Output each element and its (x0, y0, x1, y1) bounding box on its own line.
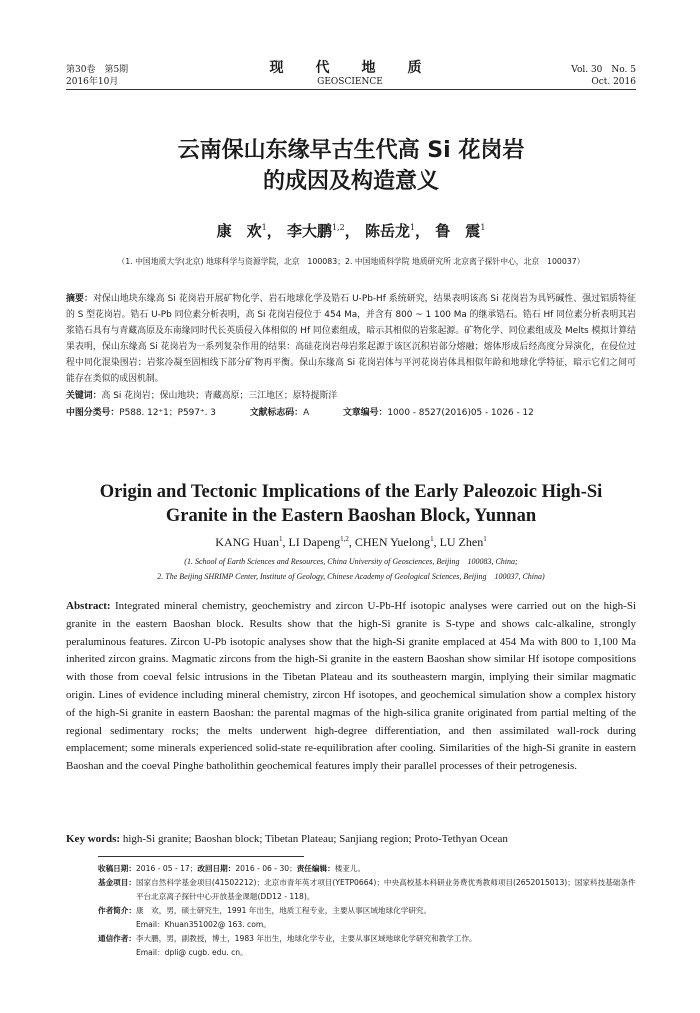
affiliations-zh: （1. 中国地质大学(北京) 地球科学与资源学院，北京 100083；2. 中国地质科学院 地质研究所 北京离子探针中心，北京 100037） (117, 257, 585, 266)
authors-zh (66, 220, 636, 241)
author-zh: 陈岳龙$^1$， (364, 222, 431, 240)
classification-line (66, 405, 636, 418)
footnote-divider (98, 856, 304, 857)
journal-name-en: GEOSCIENCE (317, 77, 383, 87)
clc-value: P588. 12⁺1；P597⁺. 3 (119, 408, 216, 418)
authors-en (66, 535, 636, 550)
title-en-line-2: Granite in the Eastern Baoshan Block, Yunnan (165, 506, 537, 526)
doc-code-label: 文献标志码： (249, 408, 304, 418)
corresponding-email: Email：dpli@ cugb. edu. cn。 (135, 948, 248, 957)
keywords-zh-label: 关键词： (66, 390, 102, 401)
keywords-zh-text: 高 Si 花岗岩；保山地块；青藏高原；三江地区；原特提斯洋 (101, 390, 338, 401)
abstract-zh (66, 291, 636, 404)
header-volume-en (496, 64, 636, 88)
affiliation-en-line-2: 2. The Beijing SHRIMP Center, Institute of Geology, Chinese Academy of Geological Sciences, Beijing 100037, China) (157, 572, 545, 581)
footnote-funding: 基金项目： 国家自然科学基金项目(41502212)；北京市青年英才项目(YETP0664)；中央高校基本科研业务费优秀教师项目(2652015013)；国家科技基础条件平台北京离子探针中心开放基金课题(DD12 - 118)。 (98, 878, 636, 901)
title-zh (66, 135, 636, 197)
date-zh: 2016年10月 (66, 77, 119, 87)
article-number-label: 文章编号： (343, 408, 388, 418)
keywords-en (66, 833, 636, 845)
keywords-zh (66, 388, 636, 404)
keywords-en-text: high-Si granite; Baoshan block; Tibetan Plateau; Sanjiang region; Proto-Tethyan Ocean (122, 833, 508, 845)
author-zh: 鲁 震$^1$ (435, 222, 486, 240)
doc-code-value: A (303, 408, 310, 418)
title-zh-line-2: 的成因及构造意义 (262, 169, 439, 194)
author-en: LU Zhen$^1$ (439, 535, 487, 549)
abstract-zh-label: 摘要： (66, 294, 93, 304)
author-en: LI Dapeng$^{1,2}$, (288, 535, 355, 549)
abstract-en (66, 598, 636, 776)
author-email: Email：Khuan351002@ 163. com。 (135, 920, 271, 929)
volume-issue-en: Vol. 30 No. 5 (571, 65, 636, 75)
abstract-en-text: Integrated mineral chemistry, geochemistry and zircon U-Pb-Hf isotopic analyses were carried out on the high-Si granite in the eastern Baoshan block. Results show that the high-Si granite is S-type and shows calc-alkaline, strongly peraluminous features. Zircon U-Pb isotopic analyses show that the high-Si granite emplaced at 454 Ma with 800 to 1,100 Ma inherited zircon grains. Magmatic zircons from the high-Si granite in the eastern Baoshan show similar Hf isotope compositions with those from coeval felsic intrusions in the Tibetan Plateau and its southeastern margin, implying their similar magmatic origin. Lines of evidence including mineral chemistry, zircon Hf isotopes, and geochemical simulation show a complex history of the high-Si granite in eastern Baoshan: the parental magmas of the high-silica granite originated from partial melting of the regional sedimentary rocks; the melts underwent high-degree differentiation, and then assimilated wall-rock during emplacement; some minerals experienced solid-state re-equilibration after cooling. Similarities of the high-Si granite in eastern Baoshan and the coeval Pinghe batholithin geochemical features imply their parallel processes of their petrogenesis. (66, 600, 636, 773)
article-number-value: 1000 - 8527(2016)05 - 1026 - 12 (387, 408, 534, 418)
title-zh-line-1: 云南保山东缘早古生代高 Si 花岗岩 (177, 138, 525, 163)
revised-date: 2016 - 06 - 30； (235, 864, 297, 873)
abstract-zh-text: 对保山地块东缘高 Si 花岗岩开展矿物化学、岩石地球化学及锆石 U-Pb-Hf 系统研究，结果表明该高 Si 花岗岩为具钙碱性、强过铝质特征的 S 型花岗岩。锆石 U-Pb 同位素分析表明，高 Si 花岗岩侵位于 454 Ma，并含有 800 ~ 1 100 Ma 的继承锆石。锆石 Hf 同位素分析表明其岩浆锆石具有与青藏高原及东南缘同时代长英质侵入体相似的 Hf 同位素组成，暗示其相似的岩浆起源。矿物化学、同位素组成及 Melts 模拟计算结果表明，保山东缘高 Si 花岗岩为一系列复杂作用的结果：高硅花岗岩母岩浆起源于该区沉积岩部分熔融；熔体形成后经高度分异演化，在侵位过程中同化混染围岩；岩浆冷凝至固相线下部分矿物再平衡。保山东缘高 Si 花岗岩体与平河花岗岩体具相似年龄和地球化学特征，暗示它们之间可能存在类似的成因机制。 (66, 294, 636, 385)
clc-label: 中图分类号： (66, 408, 120, 418)
author-en: KANG Huan$^1$, (215, 535, 289, 549)
journal-name-zh: 现 代 地 质 (269, 60, 431, 76)
footnote-author-bio: 作者简介： 康 欢，男，硕士研究生，1991 年出生，地质工程专业，主要从事区域地球化学研究。 Email：Khuan351002@ 163. com。 (98, 906, 432, 929)
author-en: CHEN Yuelong$^1$, (354, 535, 440, 549)
footnote-corresponding: 通信作者： 李大鹏，男，副教授，博士，1983 年出生，地球化学专业，主要从事区域地球化学研究和教学工作。 Email：dpli@ cugb. edu. cn。 (98, 934, 477, 957)
header-volume-zh (66, 64, 206, 88)
author-zh: 李大鹏$^{1,2}$， (286, 222, 360, 240)
header-divider (66, 89, 636, 90)
footnotes (98, 862, 636, 960)
title-en (66, 480, 636, 528)
date-en: Oct. 2016 (591, 77, 636, 87)
journal-name (250, 60, 450, 88)
keywords-en-label: Key words: (66, 833, 121, 845)
affiliations-en (66, 554, 636, 584)
author-zh: 康 欢$^1$， (216, 222, 282, 240)
footnote-dates: 收稿日期： 2016 - 05 - 17；改回日期：2016 - 06 - 30；责任编辑：楼亚儿。 (98, 864, 366, 873)
received-date: 2016 - 05 - 17； (135, 864, 198, 873)
editor-name: 楼亚儿。 (334, 864, 366, 873)
affiliation-en-line-1: (1. School of Earth Sciences and Resources, China University of Geosciences, Beijing 100083, China; (184, 557, 518, 566)
volume-issue-zh: 第30卷 第5期 (66, 65, 129, 75)
title-en-line-1: Origin and Tectonic Implications of the Early Paleozoic High-Si (99, 482, 603, 502)
abstract-en-label: Abstract: (66, 600, 111, 612)
